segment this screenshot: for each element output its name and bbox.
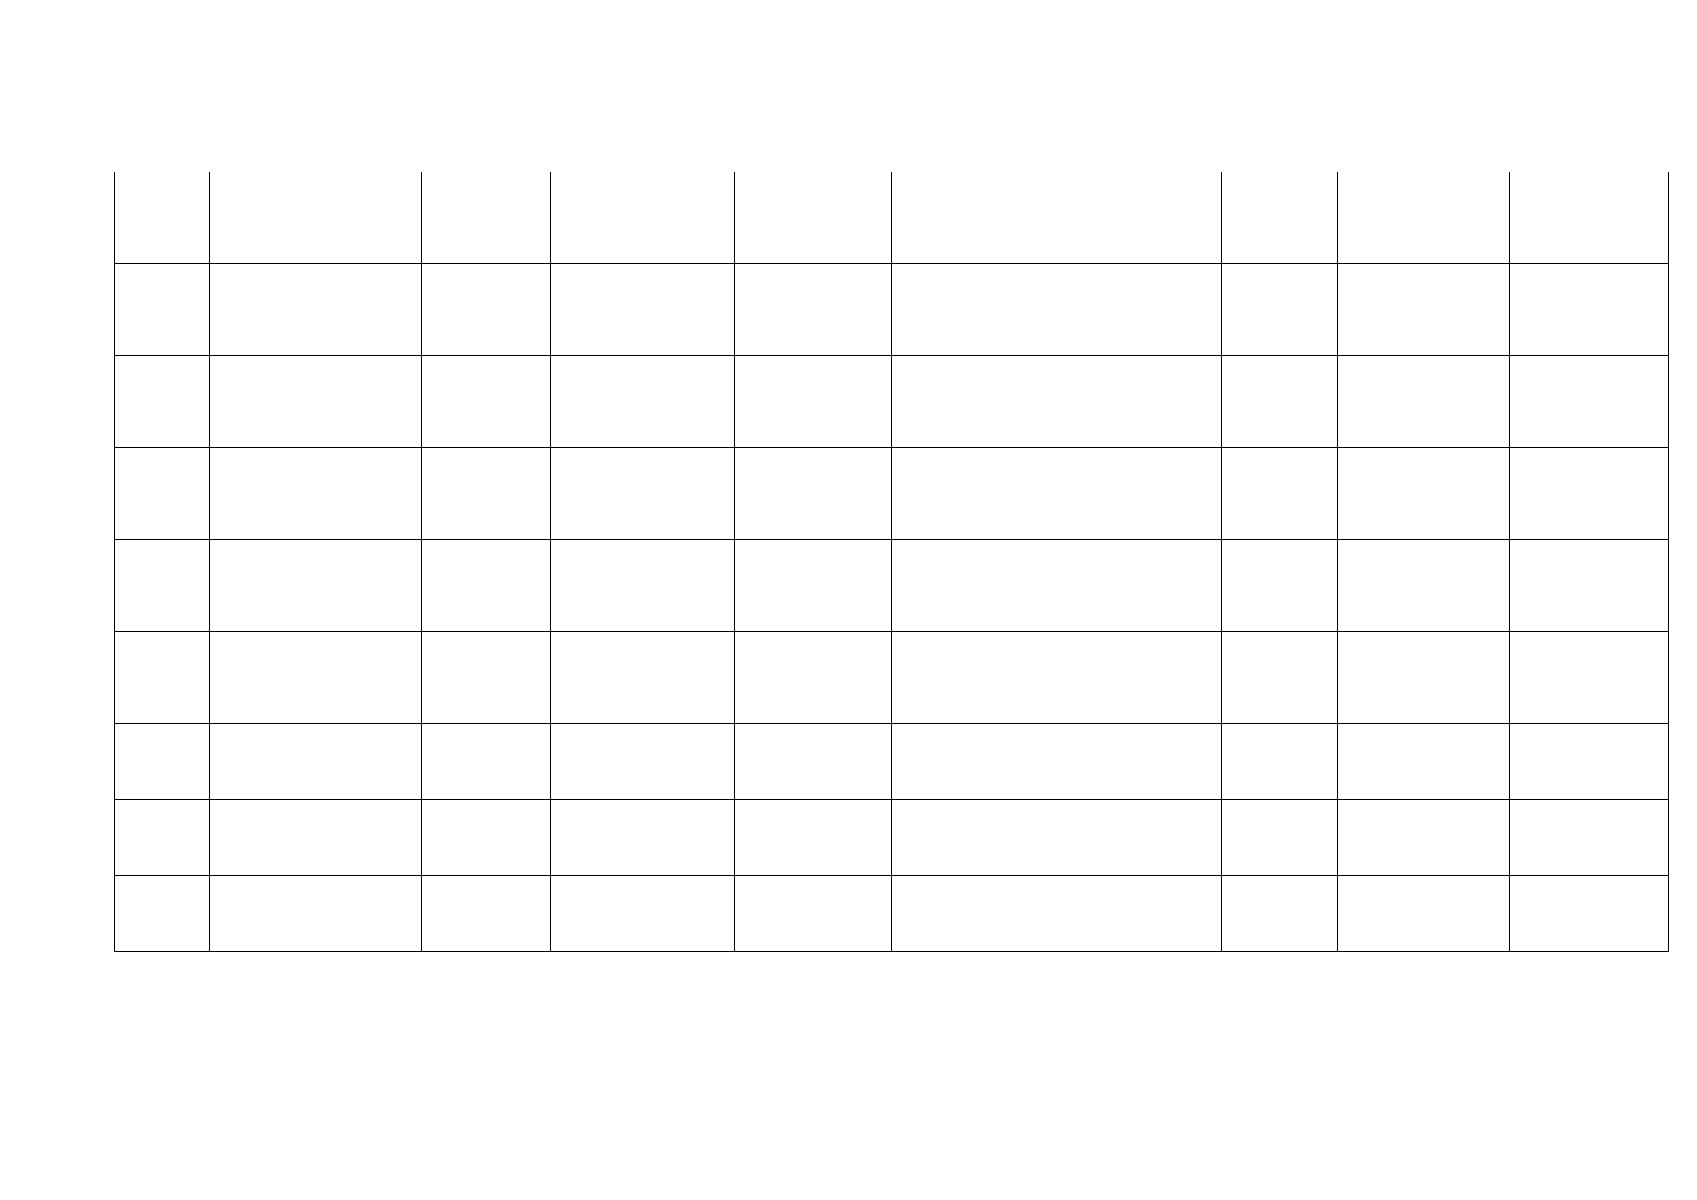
year-cell: [115, 876, 210, 952]
municipality-cell: [210, 800, 422, 876]
table-row: [115, 356, 1669, 448]
year-cell: [115, 172, 210, 264]
municipality-cell: [210, 356, 422, 448]
mass-processed-cell: [735, 876, 892, 952]
empty-cell: [1510, 724, 1669, 800]
mass-processed-cell: [735, 800, 892, 876]
year-cell: [115, 632, 210, 724]
empty-cell: [1338, 356, 1510, 448]
processing-facility-cell: [551, 632, 735, 724]
year-cell: [115, 356, 210, 448]
mass-disposed-cell: [1222, 264, 1338, 356]
disposal-site-cell: [892, 632, 1222, 724]
mass-processed-cell: [735, 264, 892, 356]
disposal-site-cell: [892, 172, 1222, 264]
mass-processed-cell: [735, 540, 892, 632]
mass-generated-cell: [422, 264, 551, 356]
disposal-site-cell: [892, 540, 1222, 632]
empty-cell: [1338, 632, 1510, 724]
table-row: [115, 876, 1669, 952]
mass-generated-cell: [422, 632, 551, 724]
year-cell: [115, 264, 210, 356]
processing-facility-cell: [551, 356, 735, 448]
empty-cell: [1510, 800, 1669, 876]
processing-facility-cell: [551, 724, 735, 800]
municipality-cell: [210, 172, 422, 264]
mass-disposed-cell: [1222, 800, 1338, 876]
table-row: [115, 448, 1669, 540]
empty-cell: [1510, 356, 1669, 448]
empty-cell: [1510, 172, 1669, 264]
year-cell: [115, 800, 210, 876]
disposal-site-cell: [892, 356, 1222, 448]
table-row: [115, 632, 1669, 724]
mass-disposed-cell: [1222, 724, 1338, 800]
disposal-site-cell: [892, 800, 1222, 876]
disposal-site-cell: [892, 448, 1222, 540]
empty-cell: [1338, 172, 1510, 264]
processing-facility-cell: [551, 876, 735, 952]
mass-generated-cell: [422, 800, 551, 876]
empty-cell: [1338, 724, 1510, 800]
mass-disposed-cell: [1222, 356, 1338, 448]
year-cell: [115, 724, 210, 800]
municipality-cell: [210, 264, 422, 356]
mass-generated-cell: [422, 540, 551, 632]
empty-cell: [1510, 264, 1669, 356]
disposal-site-cell: [892, 264, 1222, 356]
waste-flow-table: [114, 172, 1669, 952]
mass-disposed-cell: [1222, 632, 1338, 724]
table-row: [115, 540, 1669, 632]
mass-generated-cell: [422, 448, 551, 540]
mass-disposed-cell: [1222, 448, 1338, 540]
municipality-cell: [210, 876, 422, 952]
mass-processed-cell: [735, 632, 892, 724]
empty-cell: [1338, 876, 1510, 952]
empty-cell: [1338, 540, 1510, 632]
mass-processed-cell: [735, 172, 892, 264]
mass-generated-cell: [422, 876, 551, 952]
mass-disposed-cell: [1222, 172, 1338, 264]
disposal-site-cell: [892, 724, 1222, 800]
mass-generated-cell: [422, 724, 551, 800]
empty-cell: [1338, 800, 1510, 876]
year-cell: [115, 540, 210, 632]
empty-cell: [1338, 264, 1510, 356]
empty-cell: [1510, 876, 1669, 952]
mass-generated-cell: [422, 172, 551, 264]
empty-cell: [1510, 632, 1669, 724]
processing-facility-cell: [551, 172, 735, 264]
municipality-cell: [210, 724, 422, 800]
table-row: [115, 724, 1669, 800]
disposal-site-cell: [892, 876, 1222, 952]
processing-facility-cell: [551, 800, 735, 876]
municipality-cell: [210, 540, 422, 632]
processing-facility-cell: [551, 540, 735, 632]
empty-cell: [1510, 448, 1669, 540]
year-cell: [115, 448, 210, 540]
empty-cell: [1338, 448, 1510, 540]
mass-processed-cell: [735, 724, 892, 800]
mass-disposed-cell: [1222, 876, 1338, 952]
mass-disposed-cell: [1222, 540, 1338, 632]
mass-processed-cell: [735, 356, 892, 448]
empty-cell: [1510, 540, 1669, 632]
processing-facility-cell: [551, 264, 735, 356]
municipality-cell: [210, 632, 422, 724]
municipality-cell: [210, 448, 422, 540]
table-row: [115, 800, 1669, 876]
mass-processed-cell: [735, 448, 892, 540]
processing-facility-cell: [551, 448, 735, 540]
table-row: [115, 172, 1669, 264]
table-row: [115, 264, 1669, 356]
mass-generated-cell: [422, 356, 551, 448]
